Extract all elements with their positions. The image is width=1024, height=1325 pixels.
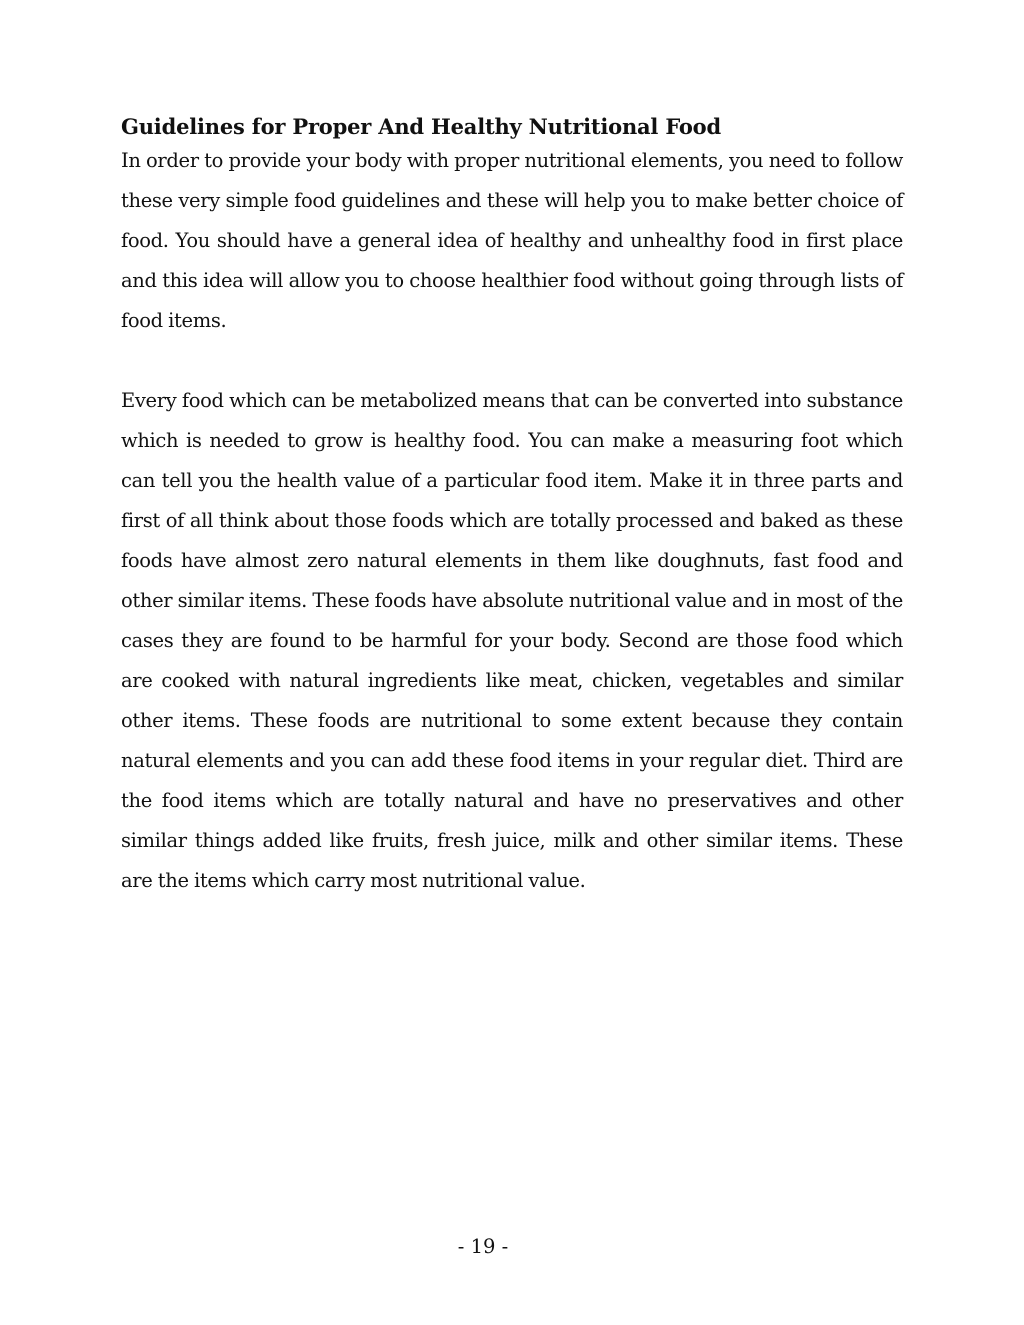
page-number: - 19 -	[457, 1235, 509, 1258]
paragraph-intro: In order to provide your body with proper nutritional elements, you need to follow these very simple food guidelines and these will help you to make better choice of food. You should have a general idea of healthy and unhealthy food in first place and this idea will allow you to choose healthier food without going through lists of food items.	[121, 149, 903, 332]
paragraph-body: Every food which can be metabolized means that can be converted into substance which is needed to grow is healthy food. You can make a measuring foot which can tell you the health value of a particular food item. Make it in three parts and first of all think about those foods which are totally processed and baked as these foods have almost zero natural elements in them like doughnuts, fast food and other similar items. These foods have absolute nutritional value and in most of the cases they are found to be harmful for your body. Second are those food which are cooked with natural ingredients like meat, chicken, vegetables and similar other items. These foods are nutritional to some extent because they contain natural elements and you can add these food items in your regular diet. Third are the food items which are totally natural and have no preservatives and other similar things added like fruits, fresh juice, milk and other similar items. These are the items which carry most nutritional value.	[121, 389, 903, 892]
page-content	[121, 112, 903, 901]
section-heading: Guidelines for Proper And Healthy Nutritional Food	[121, 114, 721, 139]
